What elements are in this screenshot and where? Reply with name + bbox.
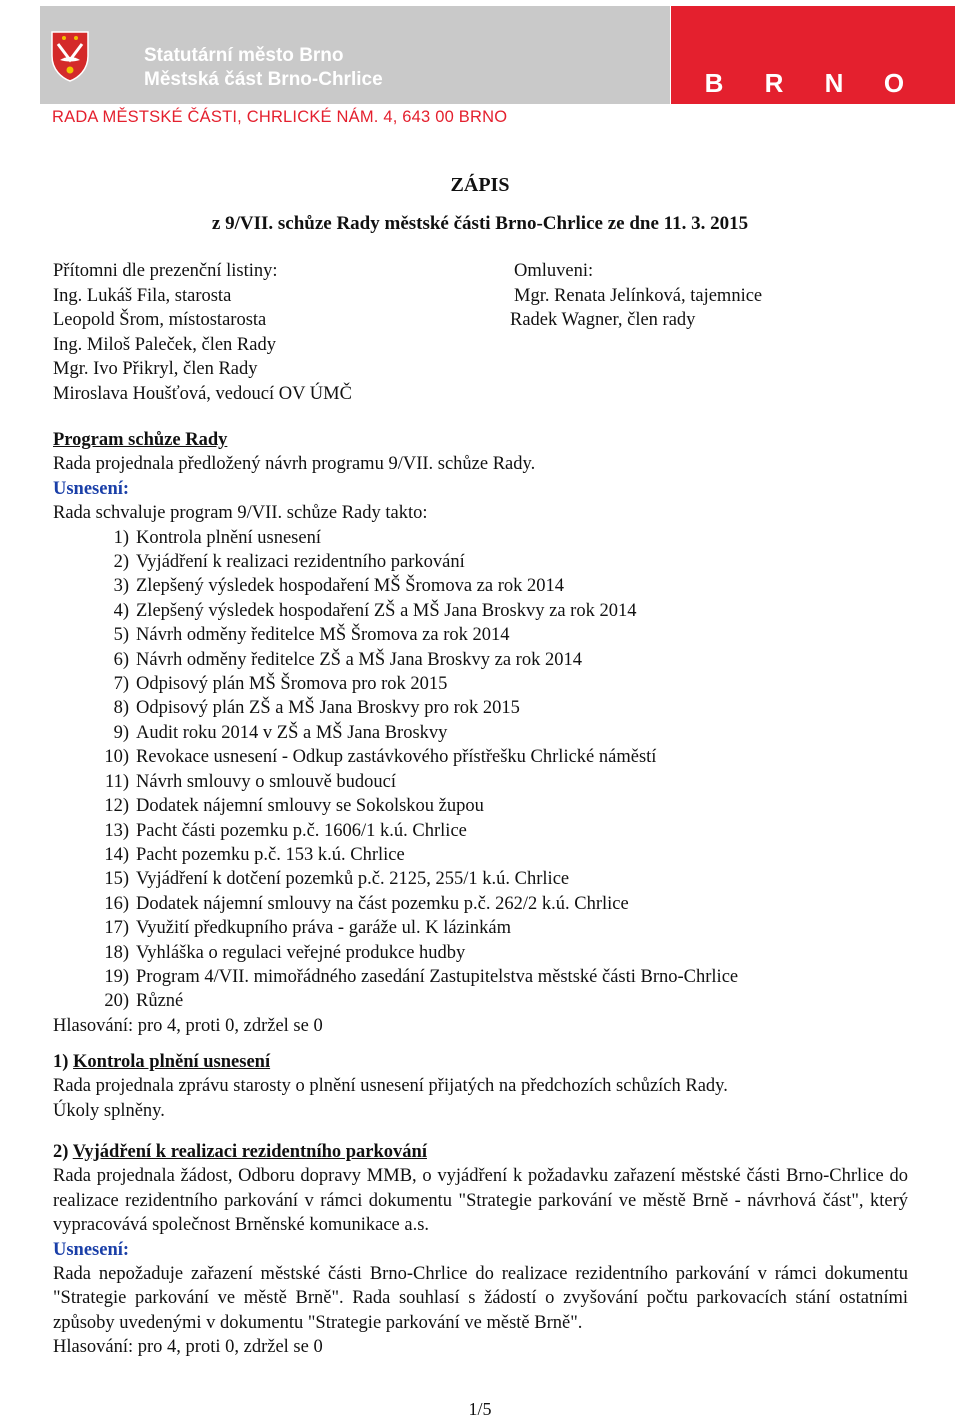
program-item-text: Pacht části pozemku p.č. 1606/1 k.ú. Chrlice [136, 820, 467, 841]
section-2-resolution-label: Usnesení: [53, 1239, 130, 1260]
program-item-text: Využití předkupního práva - garáže ul. K lázinkám [136, 918, 512, 939]
program-item-number: 3) [113, 576, 129, 597]
present-person: Leopold Šrom, místostarosta [53, 310, 267, 330]
program-item [53, 550, 738, 574]
document-title: ZÁPIS [450, 174, 510, 196]
program-item-text: Vyjádření k realizaci rezidentního parkování [136, 552, 465, 573]
section-2-text: Rada projednala žádost, Odboru dopravy MMB, o vyjádření k požadavku zařazení městské části Brno-Chrlice do realizace rezidentního parkování v rámci dokumentu "Strategie parkování ve městě Brně - návrhová část", který vypracovává společnost Brněnské komunikace a.s. [53, 1166, 908, 1236]
excused-person: Mgr. Renata Jelínková, tajemnice [514, 285, 763, 306]
program-section [53, 428, 738, 1038]
program-vote: Hlasování: pro 4, proti 0, zdržel se 0 [53, 1015, 323, 1036]
program-item [53, 965, 738, 989]
program-item-text: Návrh odměny ředitelce ZŠ a MŠ Jana Broskvy za rok 2014 [136, 649, 582, 670]
program-item-number: 12) [104, 796, 129, 817]
program-item-text: Návrh odměny ředitelce MŠ Šromova za rok 2014 [136, 625, 510, 646]
brno-letter: N [824, 68, 844, 98]
present-person: Miroslava Houšťová, vedoucí OV ÚMČ [53, 383, 352, 404]
program-item [53, 770, 738, 794]
program-item-text: Odpisový plán ZŠ a MŠ Jana Broskvy pro rok 2015 [136, 698, 520, 719]
section-1-text-2: Úkoly splněny. [53, 1100, 165, 1121]
program-item-text: Audit roku 2014 v ZŠ a MŠ Jana Broskvy [136, 722, 448, 743]
program-item-text: Zlepšený výsledek hospodaření MŠ Šromova za rok 2014 [136, 576, 564, 597]
program-item-text: Odpisový plán MŠ Šromova pro rok 2015 [136, 674, 448, 695]
program-item [53, 526, 738, 550]
program-item-number: 5) [113, 625, 129, 646]
program-item-text: Pacht pozemku p.č. 153 k.ú. Chrlice [136, 844, 405, 865]
banner-grey-panel [40, 6, 670, 104]
program-item [53, 867, 738, 891]
program-item-number: 19) [104, 966, 129, 987]
city-name [144, 44, 383, 92]
section-2-vote: Hlasování: pro 4, proti 0, zdržel se 0 [53, 1337, 323, 1358]
page-number: 1/5 [468, 1399, 492, 1419]
section-1-text: Rada projednala zprávu starosty o plnění usnesení přijatých na předchozích schůzích Rady. [53, 1076, 728, 1097]
program-item-number: 17) [104, 918, 129, 939]
program-item-text: Dodatek nájemní smlouvy se Sokolskou župou [136, 796, 484, 817]
office-address: RADA MĚSTSKÉ ČÁSTI, CHRLICKÉ NÁM. 4, 643 00 BRNO [52, 108, 508, 126]
program-item [53, 819, 738, 843]
program-item [53, 843, 738, 867]
program-item-number: 1) [113, 527, 129, 548]
program-item-number: 14) [104, 844, 129, 865]
brno-letter: R [764, 68, 784, 98]
brno-logo [685, 68, 923, 99]
program-item-number: 10) [104, 747, 129, 768]
section-2-number: 2) [53, 1142, 69, 1162]
section-1 [53, 1050, 728, 1123]
program-item [53, 745, 738, 769]
header-banner [40, 6, 955, 104]
section-2-heading: Vyjádření k realizaci rezidentního parkování [72, 1142, 427, 1162]
program-item [53, 623, 738, 647]
program-item-text: Program 4/VII. mimořádného zasedání Zastupitelstva městské části Brno-Chrlice [136, 966, 739, 987]
program-items [53, 526, 738, 1014]
program-heading: Program schůze Rady [53, 430, 228, 450]
program-item-number: 4) [113, 600, 129, 621]
brno-letter: O [883, 68, 905, 98]
present-person: Mgr. Ivo Přikryl, člen Rady [53, 359, 258, 379]
program-resolution-text: Rada schvaluje program 9/VII. schůze Rady takto: [53, 503, 428, 524]
program-item [53, 696, 738, 720]
program-item-text: Dodatek nájemní smlouvy na část pozemku p.č. 262/2 k.ú. Chrlice [136, 893, 629, 914]
program-resolution-label: Usnesení: [53, 478, 130, 499]
program-item-number: 15) [104, 869, 129, 890]
section-1-heading: Kontrola plnění usnesení [73, 1052, 271, 1072]
program-item-number: 11) [105, 771, 129, 792]
program-item-text: Různé [136, 991, 184, 1012]
excused-label: Omluveni: [514, 261, 594, 281]
program-item-number: 8) [113, 698, 129, 719]
program-item-number: 6) [113, 649, 129, 670]
document-subtitle: z 9/VII. schůze Rady městské části Brno-Chrlice ze dne 11. 3. 2015 [211, 213, 749, 234]
program-item [53, 916, 738, 940]
program-item-number: 7) [113, 674, 129, 695]
program-item [53, 892, 738, 916]
program-item-number: 16) [104, 893, 129, 914]
program-item-number: 13) [104, 820, 129, 841]
program-item-text: Návrh smlouvy o smlouvě budoucí [136, 771, 397, 792]
program-item [53, 941, 738, 965]
section-1-number: 1) [53, 1052, 69, 1072]
section-2 [53, 1140, 908, 1360]
program-item [53, 721, 738, 745]
city-line-1: Statutární město Brno [144, 45, 344, 66]
city-line-2: Městská část Brno-Chrlice [144, 69, 383, 90]
program-item [53, 574, 738, 598]
excused-person: Radek Wagner, člen rady [510, 310, 696, 330]
program-item-text: Revokace usnesení - Odkup zastávkového přístřešku Chrlické náměstí [136, 747, 657, 768]
present-person: Ing. Lukáš Fila, starosta [53, 285, 232, 306]
present-person: Ing. Miloš Paleček, člen Rady [53, 334, 276, 355]
program-item [53, 989, 738, 1013]
section-2-resolution-text: Rada nepožaduje zařazení městské části Brno-Chrlice do realizace rezidentního parkování v rámci dokumentu "Strategie parkování ve městě Brně". Rada souhlasí s žádostí o zvyšování počtu parkovacích stání ostatními způsoby uvedenými v dokumentu "Strategie parkování ve městě Brně". [53, 1264, 908, 1333]
program-item [53, 648, 738, 672]
program-item-number: 2) [113, 552, 129, 573]
program-item [53, 794, 738, 818]
program-item-number: 18) [104, 942, 129, 963]
present-label: Přítomni dle prezenční listiny: [53, 261, 278, 281]
excused-list [510, 259, 762, 333]
program-item-text: Kontrola plnění usnesení [136, 527, 321, 548]
program-item-text: Vyjádření k dotčení pozemků p.č. 2125, 255/1 k.ú. Chrlice [136, 869, 570, 890]
program-item [53, 672, 738, 696]
present-list [53, 259, 352, 406]
program-item [53, 599, 738, 623]
program-item-text: Vyhláška o regulaci veřejné produkce hudby [136, 942, 466, 963]
program-intro: Rada projednala předložený návrh programu 9/VII. schůze Rady. [53, 454, 536, 475]
program-item-number: 9) [113, 722, 129, 743]
coat-of-arms-icon [50, 30, 90, 82]
program-item-text: Zlepšený výsledek hospodaření ZŠ a MŠ Jana Broskvy za rok 2014 [136, 600, 637, 621]
program-item-number: 20) [104, 991, 129, 1012]
brno-letter: B [704, 68, 724, 98]
